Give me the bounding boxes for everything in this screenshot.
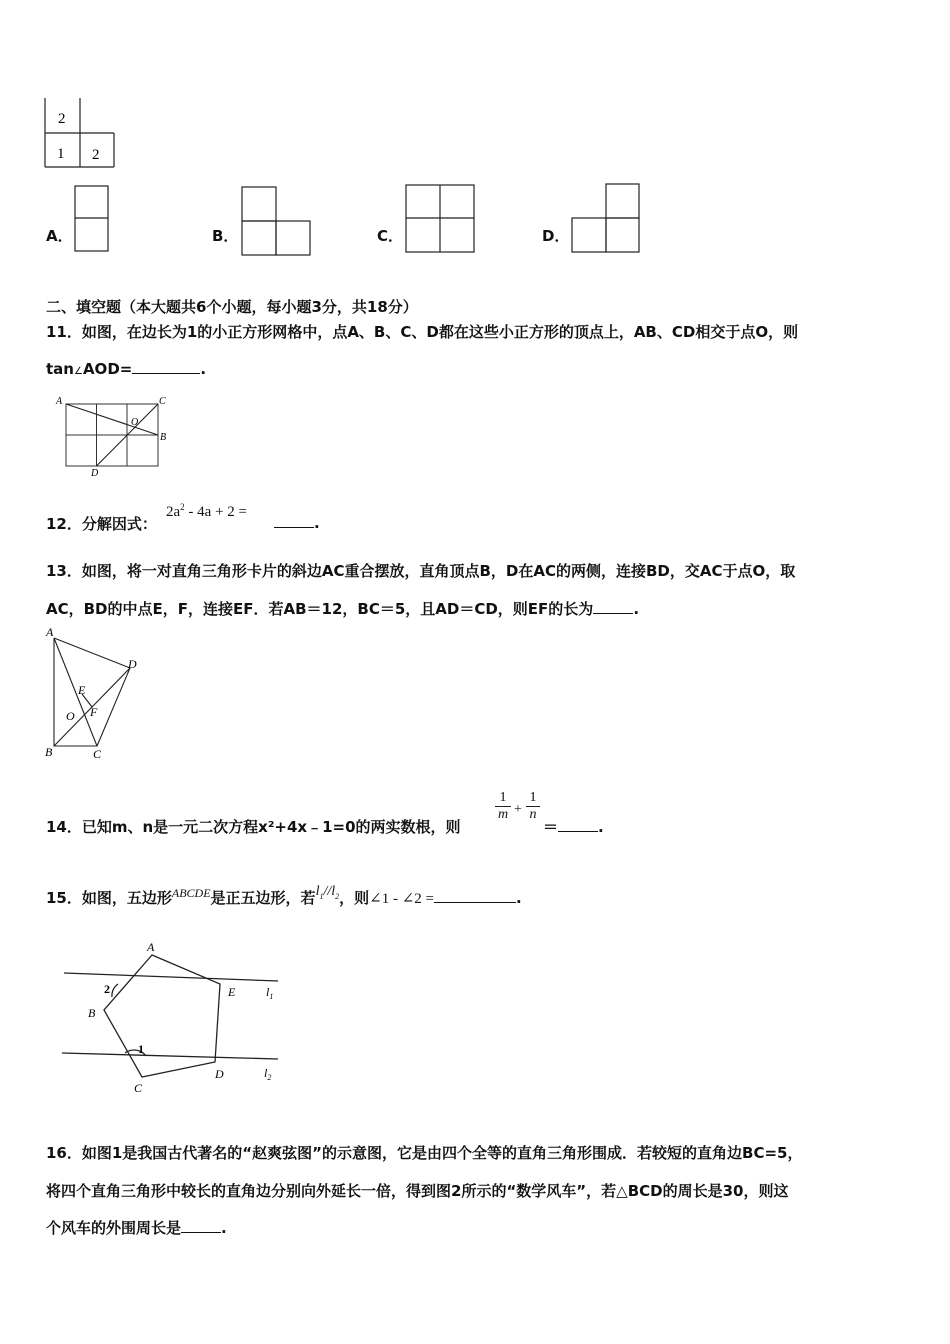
q16-answer-blank[interactable] <box>181 1218 221 1233</box>
option-d-figure <box>570 183 645 255</box>
q13-label-f: F <box>90 705 98 719</box>
q14-fraction-1: 1 m <box>495 790 511 823</box>
q14-answer-blank[interactable] <box>558 817 598 832</box>
q15-parallel-expr: $l_1//l_2$ <box>315 884 340 901</box>
q15-polygon-name: ABCDE <box>171 886 211 900</box>
q11-answer-blank[interactable] <box>132 359 200 374</box>
q14-answer-line: ＝ . <box>543 818 604 836</box>
q11-label-d: D <box>91 468 99 479</box>
q12-answer-line: . <box>274 513 320 532</box>
q13-label-a: A <box>46 625 54 639</box>
option-d-label: D． <box>542 227 570 245</box>
q11-tan: tan <box>46 360 74 378</box>
q15-label-b: B <box>88 1006 96 1020</box>
q16-line2: 将四个直角三角形中较长的直角边分别向外延长一倍，得到图2所示的“数学风车”，若△BCD的周长是30，则这 <box>46 1182 789 1200</box>
q15-label-2: 2 <box>104 982 110 996</box>
q10-given-view-figure <box>40 95 120 175</box>
q12-prefix: 12．分解因式： <box>46 515 157 533</box>
q15-label-e: E <box>228 985 236 999</box>
q13-label-o: O <box>66 709 75 723</box>
q15-answer-blank[interactable] <box>434 888 516 903</box>
q15-angle-expr: ∠1 - ∠2 = <box>369 891 434 907</box>
grid-number-bottom-left: 1 <box>57 146 65 162</box>
q11-angle-symbol: ∠ <box>73 366 83 377</box>
q13-line1: 13．如图，将一对直角三角形卡片的斜边AC重合摆放，直角顶点B，D在AC的两侧，连接BD，交AC于点O，取 <box>46 562 796 580</box>
q13-label-c: C <box>93 747 102 761</box>
q14-plus: + <box>514 802 522 817</box>
q15-label-a: A <box>147 940 155 954</box>
option-b-label: B． <box>212 227 239 245</box>
q14-question: 14．已知m、n是一元二次方程x²+4x﹣1=0的两实数根，则 <box>46 818 461 836</box>
q15-label-c: C <box>134 1081 143 1095</box>
q13-answer-blank[interactable] <box>593 599 633 614</box>
q15-pentagon-figure <box>58 935 298 1095</box>
q12-answer-blank[interactable] <box>274 513 314 528</box>
option-b-figure <box>240 186 315 256</box>
q11-label-b: B <box>160 432 167 443</box>
grid-number-bottom-right: 2 <box>92 147 100 163</box>
q15-label-l1: $l_1$ <box>266 985 274 1001</box>
q13-line2: AC，BD的中点E，F，连接EF．若AB＝12，BC＝5，且AD＝CD，则EF的长为 . <box>46 600 640 618</box>
option-c-label: C． <box>377 227 404 245</box>
q13-label-e: E <box>78 683 86 697</box>
q11-line2 <box>46 359 206 378</box>
q13-triangle-figure <box>42 624 152 764</box>
q15-label-d: D <box>215 1067 224 1081</box>
q16-line3: 个风车的外围周长是 . <box>46 1219 227 1237</box>
q15-label-l2: $l_2$ <box>264 1066 272 1082</box>
q12-question <box>46 513 157 534</box>
grid-number-top: 2 <box>58 111 66 127</box>
q13-label-d: D <box>128 657 137 671</box>
q15-label-1: 1 <box>138 1042 144 1056</box>
q11-period: . <box>200 360 207 378</box>
q13-label-b: B <box>45 745 53 759</box>
q11-line1: 11．如图，在边长为1的小正方形网格中，点A、B、C、D都在这些小正方形的顶点上，AB、CD相交于点O，则 <box>46 323 799 341</box>
option-c-figure <box>404 183 479 253</box>
option-a-figure <box>74 184 114 254</box>
section-heading: 二、填空题（本大题共6个小题，每小题3分，共18分） <box>46 298 418 316</box>
option-a-label: A． <box>46 227 73 245</box>
q15-question: 15．如图，五边形$^{ABCDE}$是正五边形，若$l_1//l_2$，则∠1 - ∠2 = . <box>46 884 522 907</box>
q12-expression: $2a^2 - 4a + 2$ = <box>166 502 247 520</box>
q11-label-a: A <box>56 396 63 407</box>
q16-line1: 16．如图1是我国古代著名的“赵爽弦图”的示意图，它是由四个全等的直角三角形围成．若较短的直角边BC=5， <box>46 1144 803 1162</box>
q11-label-c: C <box>159 396 166 407</box>
q11-grid-figure <box>52 392 182 477</box>
q11-label-o: O <box>131 417 139 428</box>
q14-fraction-2: 1 n <box>526 790 540 823</box>
q11-aod: AOD= <box>82 360 133 378</box>
